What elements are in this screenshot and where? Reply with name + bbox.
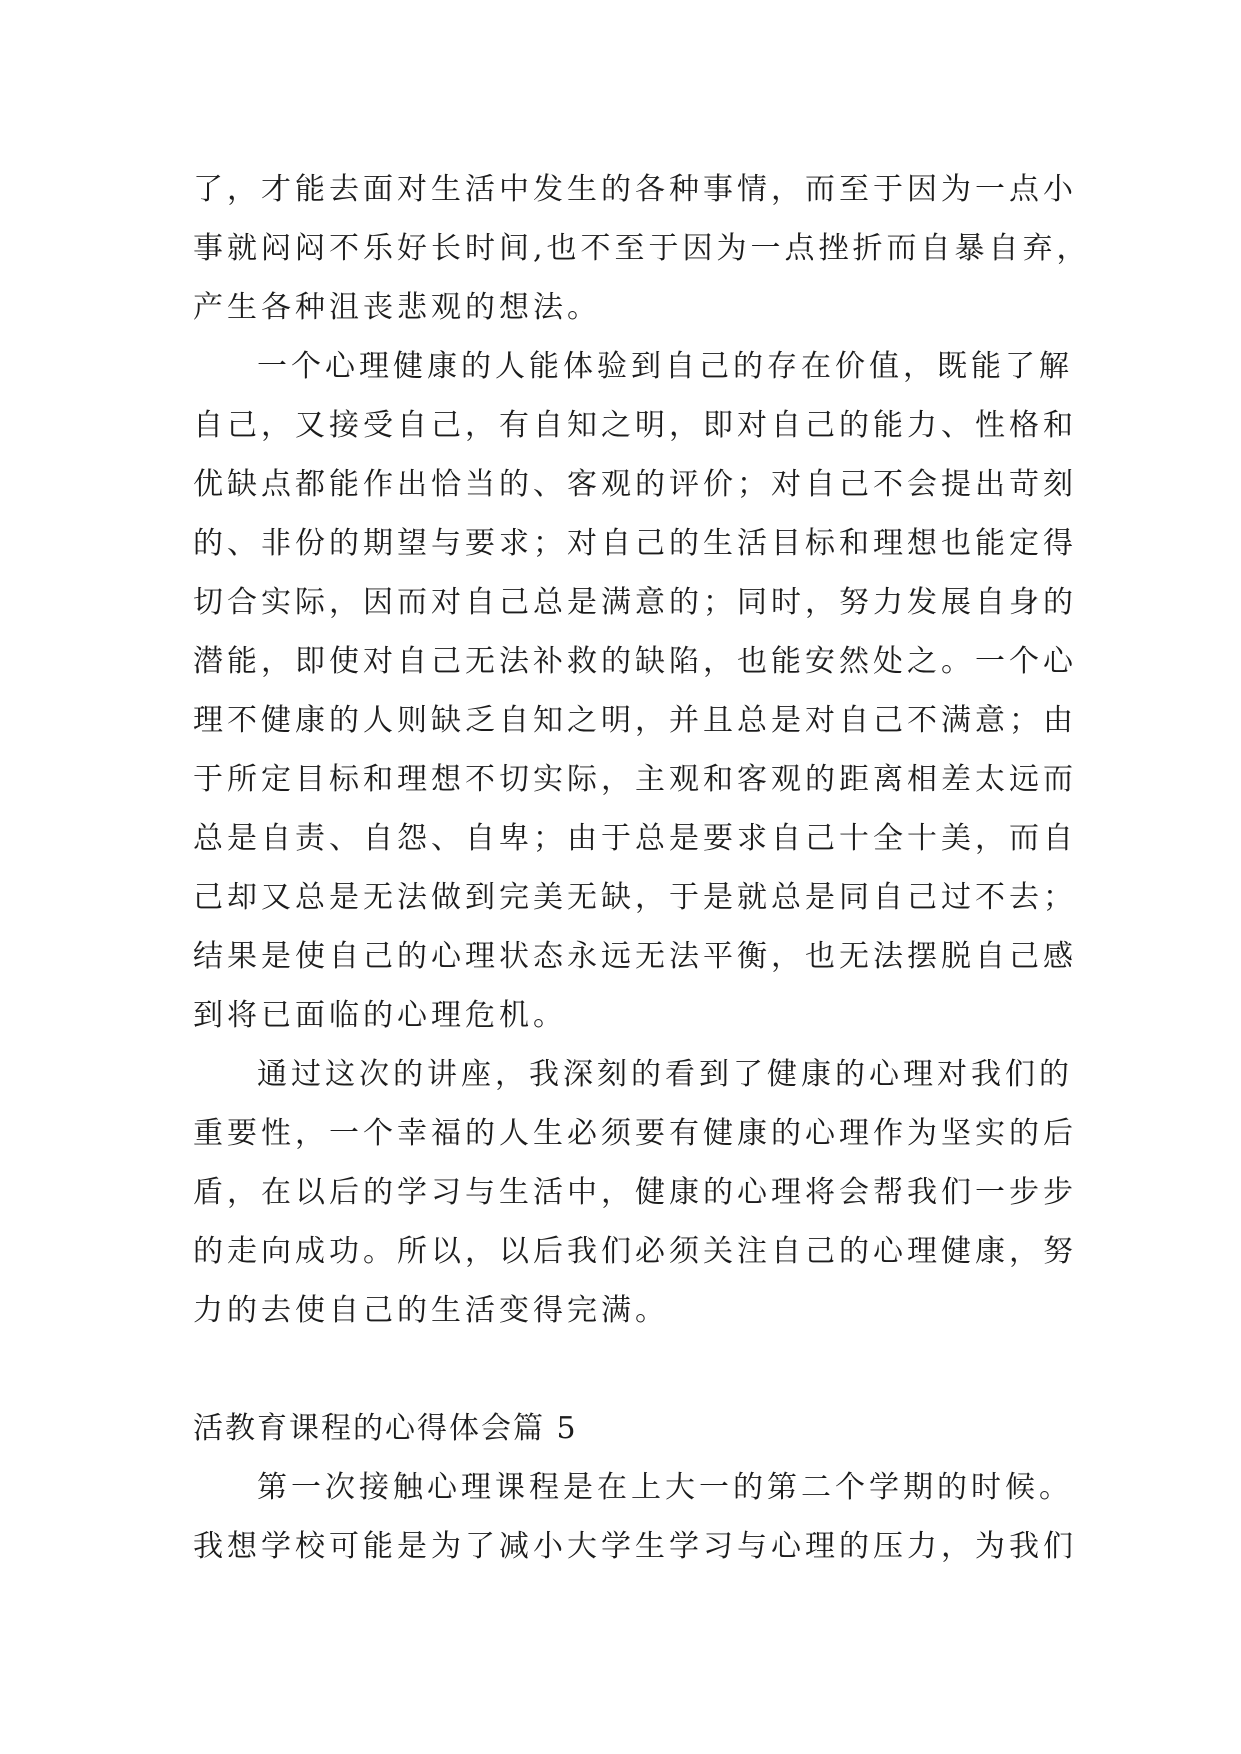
- text-line: 于所定目标和理想不切实际，主观和客观的距离相差太远而: [193, 762, 1077, 797]
- text-line: 重要性，一个幸福的人生必须要有健康的心理作为坚实的后: [193, 1116, 1077, 1151]
- text-line: 产生各种沮丧悲观的想法。: [193, 290, 601, 325]
- text-line: 力的去使自己的生活变得完满。: [193, 1293, 669, 1328]
- text-line: 己却又总是无法做到完美无缺，于是就总是同自己过不去；: [193, 880, 1077, 915]
- section-heading: 活教育课程的心得体会篇 5: [193, 1411, 578, 1446]
- paragraph-spacer: [193, 1340, 1093, 1399]
- text-line: 一个心理健康的人能体验到自己的存在价值，既能了解: [257, 349, 1073, 384]
- text-line: 优缺点都能作出恰当的、客观的评价；对自己不会提出苛刻: [193, 467, 1077, 502]
- text-line: 的走向成功。所以，以后我们必须关注自己的心理健康，努: [193, 1234, 1077, 1269]
- text-line: 到将已面临的心理危机。: [193, 998, 567, 1033]
- text-line: 事就闷闷不乐好长时间,也不至于因为一点挫折而自暴自弃，: [193, 231, 1091, 266]
- text-line: 结果是使自己的心理状态永远无法平衡，也无法摆脱自己感: [193, 939, 1077, 974]
- paragraph: [193, 1045, 1093, 1340]
- text-line: 总是自责、自怨、自卑；由于总是要求自己十全十美，而自: [193, 821, 1077, 856]
- paragraph: [193, 160, 1093, 337]
- text-line: 自己，又接受自己，有自知之明，即对自己的能力、性格和: [193, 408, 1077, 443]
- text-line: 我想学校可能是为了减小大学生学习与心理的压力，为我们: [193, 1529, 1077, 1564]
- text-line: 第一次接触心理课程是在上大一的第二个学期的时候。: [257, 1470, 1073, 1505]
- paragraph: [193, 1458, 1093, 1576]
- text-line: 潜能，即使对自己无法补救的缺陷，也能安然处之。一个心: [193, 644, 1077, 679]
- text-line: 的、非份的期望与要求；对自己的生活目标和理想也能定得: [193, 526, 1077, 561]
- paragraph: [193, 337, 1093, 1045]
- text-line: 通过这次的讲座，我深刻的看到了健康的心理对我们的: [257, 1057, 1073, 1092]
- text-line: 切合实际，因而对自己总是满意的；同时，努力发展自身的: [193, 585, 1077, 620]
- text-line: 盾，在以后的学习与生活中，健康的心理将会帮我们一步步: [193, 1175, 1077, 1210]
- text-line: 理不健康的人则缺乏自知之明，并且总是对自己不满意；由: [193, 703, 1077, 738]
- text-line: 了，才能去面对生活中发生的各种事情，而至于因为一点小: [193, 172, 1077, 207]
- document-body: [193, 160, 1093, 1576]
